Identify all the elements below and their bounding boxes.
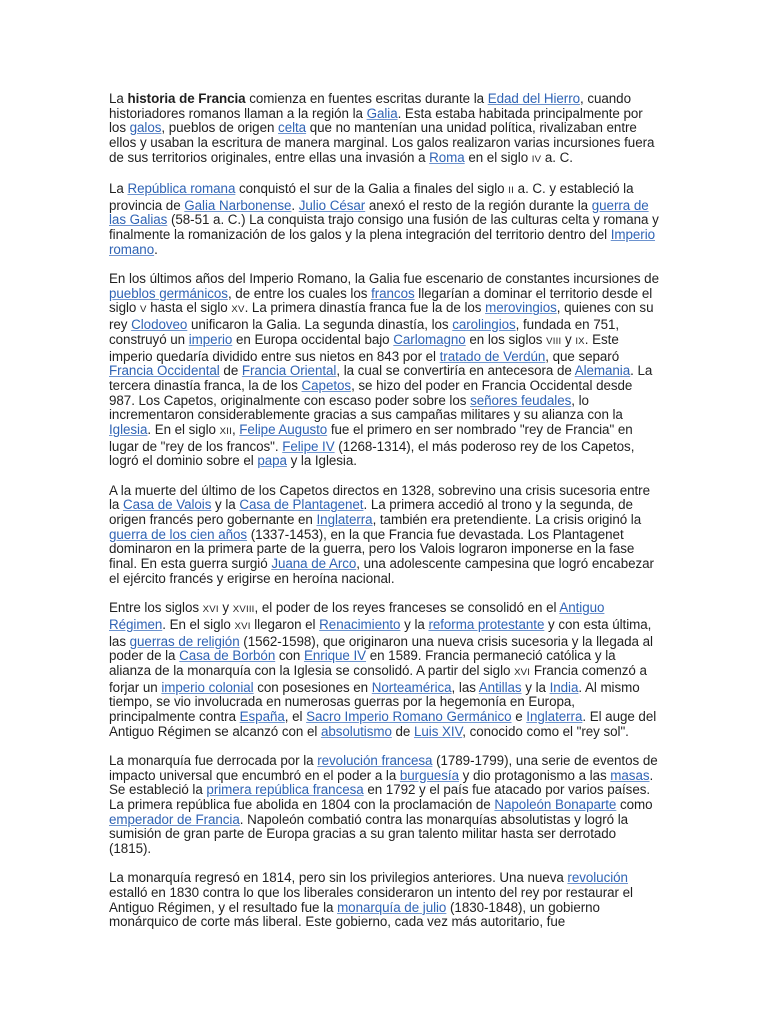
century-numeral: IV	[531, 153, 542, 165]
text-run: . Napoleón combatió contra las monarquías absolutistas y logró la sumisión de gran parte de Europa gracias a su gran talento militar hasta ser derrotado (1815).	[109, 811, 629, 857]
wiki-link[interactable]: galos	[129, 120, 162, 136]
text-run: , pueblos de origen	[161, 120, 279, 136]
wiki-link[interactable]: Galia Narbonense	[184, 197, 292, 213]
text-run: de	[391, 723, 414, 739]
text-run: e	[511, 709, 527, 725]
text-run: con posesiones en	[253, 679, 372, 695]
century-numeral: II	[508, 185, 514, 197]
text-run: (1830-1848), un gobierno monárquico de corte más liberal. Este gobierno, cada vez más autoritario, fue	[109, 899, 600, 930]
paragraph	[109, 272, 659, 469]
text-run: comienza en fuentes escritas durante la	[245, 91, 488, 106]
text-run: unificaron la Galia. La segunda dinastía, los	[187, 317, 453, 333]
text-run: . La primera accedió al trono y la segunda, de origen francés pero gobernante en	[109, 497, 633, 528]
text-run: y con esta última, las	[109, 616, 652, 649]
text-run: y la	[400, 616, 429, 632]
wiki-link[interactable]: guerras de religión	[129, 633, 240, 649]
text-run: hasta el siglo	[146, 300, 232, 316]
text-run: . Al mismo tiempo, se vio involucrada en numerosas guerras por la hegemonía en Europa, principalmente contra	[109, 679, 640, 725]
text-run: , de entre los cuales los	[227, 285, 372, 301]
paragraph	[109, 601, 659, 739]
text-run: y la	[211, 497, 240, 513]
wiki-link[interactable]: Francia Oriental	[241, 363, 337, 379]
text-run: A la muerte del último de los Capetos directos en 1328, sobrevino una crisis sucesoria entre la	[109, 482, 650, 513]
wiki-link[interactable]: Antillas	[478, 679, 522, 695]
wiki-link[interactable]: Casa de Borbón	[179, 648, 276, 664]
text-run: que no mantenían una unidad política, rivalizaban entre ellos y usaban la escritura de manera marginal. Los galos realizaron varias incursiones fuera de sus territorios originales, entre ellas una invasión a	[109, 120, 655, 165]
century-numeral: XVI	[234, 620, 251, 632]
century-numeral: XVIII	[232, 604, 255, 616]
text-run: En los últimos años del Imperio Romano, la Galia fue escenario de constantes incursiones de	[109, 271, 659, 287]
text-run: La	[109, 181, 128, 197]
text-run: y la	[521, 679, 550, 695]
wiki-link[interactable]: Luis XIV	[413, 723, 463, 739]
wiki-link[interactable]: Inglaterra	[526, 709, 583, 725]
text-run: en los siglos	[465, 331, 547, 347]
text-run: de	[219, 363, 242, 379]
wiki-link[interactable]: Juana de Arco	[271, 556, 357, 572]
text-run: estalló en 1830 contra lo que los liberales consideraron un intento del rey por restaurar el Antiguo Régimen, y el resultado fue la	[109, 885, 633, 915]
wiki-link[interactable]: primera república francesa	[206, 782, 364, 798]
century-numeral: VIII	[546, 335, 562, 347]
wiki-link[interactable]: India	[549, 679, 579, 695]
text-run: y dio protagonismo a las	[459, 767, 611, 783]
text-run: a. C.	[541, 149, 573, 165]
text-run: conquistó el sur de la Galia a finales del siglo	[235, 181, 509, 197]
text-run: Entre los siglos	[109, 600, 203, 616]
century-numeral: V	[139, 304, 147, 316]
text-run: en Europa occidental bajo	[232, 331, 394, 347]
text-run: como	[616, 797, 653, 813]
text-run: (1268-1314), el más poderoso rey de los Capetos, logró el dominio sobre el	[109, 438, 635, 469]
text-run: en el siglo	[464, 149, 532, 165]
text-run: .	[291, 197, 299, 213]
wiki-link[interactable]: revolución francesa	[317, 752, 433, 768]
wiki-link[interactable]: Casa de Plantagenet	[239, 497, 364, 513]
wiki-link[interactable]: revolución	[567, 870, 628, 886]
century-numeral: XVI	[514, 666, 531, 678]
text-run: llegaron el	[250, 616, 320, 632]
wiki-link[interactable]: Carlomagno	[393, 331, 466, 347]
wiki-link[interactable]: Antiguo Régimen	[109, 600, 605, 632]
text-run: Francia comenzó a forjar un	[109, 662, 647, 695]
wiki-link[interactable]: Felipe IV	[282, 438, 335, 454]
wiki-link[interactable]: Napoleón Bonaparte	[494, 797, 617, 813]
text-run: y	[561, 331, 576, 347]
text-run: La monarquía regresó en 1814, pero sin los privilegios anteriores. Una nueva	[109, 870, 568, 886]
text-run: . La primera dinastía franca fue la de los	[244, 300, 486, 316]
wiki-link[interactable]: emperador de Francia	[109, 811, 240, 827]
text-run: La monarquía fue derrocada por la	[109, 752, 318, 768]
century-numeral: XVI	[202, 604, 219, 616]
text-run: , las	[451, 679, 479, 695]
wiki-link[interactable]: Francia Occidental	[109, 363, 220, 379]
text-run: La	[109, 91, 128, 106]
century-numeral: XV	[231, 304, 245, 316]
wiki-link[interactable]: reforma protestante	[428, 616, 545, 632]
text-run: . Se estableció la	[109, 767, 654, 798]
text-run: , lo incrementaron considerablemente gracias a sus campañas militares y su alianza con la	[109, 392, 623, 423]
text-run: a. C. y estableció la provincia de	[109, 181, 634, 213]
wiki-link[interactable]: Norteamérica	[371, 679, 452, 695]
wiki-link[interactable]: Imperio romano	[109, 227, 656, 257]
wiki-link[interactable]: señores feudales	[470, 392, 572, 408]
text-run: (1562-1598), que originaron una nueva crisis sucesoria y la llegada al poder de la	[109, 633, 653, 664]
wiki-link[interactable]: Enrique IV	[304, 648, 367, 664]
text-run: con	[275, 648, 304, 664]
century-numeral: XII	[219, 426, 232, 438]
wiki-link[interactable]: España	[239, 709, 285, 725]
wiki-link[interactable]: masas	[610, 767, 650, 783]
text-run: . El auge del Antiguo Régimen se alcanzó con el	[109, 709, 657, 739]
text-run: , fundada en 751, construyó un	[109, 317, 620, 347]
text-run: . Este imperio quedaría dividido entre sus nietos en 843 por el	[109, 331, 619, 364]
wiki-link[interactable]: carolingios	[452, 317, 516, 333]
text-run: , el poder de los reyes franceses se consolidó en el	[254, 600, 560, 616]
text-run: , también era pretendiente. La crisis originó la	[372, 512, 642, 528]
text-run: llegarían a dominar el territorio desde el siglo	[109, 285, 653, 316]
wiki-link[interactable]: pueblos germánicos	[109, 285, 228, 301]
text-run: y la Iglesia.	[286, 453, 357, 469]
text-run: y	[218, 600, 233, 616]
text-run: , una adolescente campesina que logró encabezar el ejército francés y erigirse en heroína nacional.	[109, 556, 654, 586]
text-run: . En el siglo	[147, 422, 220, 438]
century-numeral: IX	[575, 335, 585, 347]
wiki-link[interactable]: Alemania	[574, 363, 631, 379]
paragraph	[109, 871, 659, 930]
wiki-link[interactable]: guerra de los cien años	[109, 526, 248, 542]
wiki-link[interactable]: guerra de las Galias	[109, 197, 649, 228]
text-run: .	[154, 241, 158, 257]
wiki-link[interactable]: Julio César	[298, 197, 366, 213]
bold-term: historia de Francia	[127, 91, 246, 106]
wiki-link[interactable]: tratado de Verdún	[439, 348, 546, 364]
wiki-link[interactable]: burguesía	[399, 767, 459, 783]
text-run: , cuando historiadores romanos llaman a la región la	[109, 91, 631, 121]
text-run: (1789-1799), una serie de eventos de impacto universal que encumbró en el poder a la	[109, 752, 658, 783]
text-run: (58-51 a. C.) La conquista trajo consigo una fusión de las culturas celta y romana y finalmente la romanización de los galos y la plena integración del territorio dentro del	[109, 212, 659, 243]
wiki-link[interactable]: imperio colonial	[161, 679, 254, 695]
wiki-link[interactable]: Clodoveo	[131, 317, 188, 333]
wiki-link[interactable]: francos	[371, 285, 415, 301]
wiki-link[interactable]: Inglaterra	[316, 512, 373, 528]
wiki-link[interactable]: celta	[278, 120, 307, 136]
text-run: . En el siglo	[162, 616, 235, 632]
wiki-link[interactable]: absolutismo	[320, 723, 392, 739]
wiki-link[interactable]: Renacimiento	[319, 616, 401, 632]
text-run: ,	[231, 422, 240, 438]
text-run: en 1792 y el país fue atacado por varios países. La primera república fue abolida en 1804 con la proclamación de	[109, 782, 651, 813]
paragraph	[109, 182, 659, 258]
wiki-link[interactable]: monarquía de julio	[337, 899, 447, 915]
text-run: , la cual se convertiría en antecesora de	[336, 363, 575, 379]
wiki-link[interactable]: Iglesia	[109, 422, 148, 438]
wiki-link[interactable]: merovingios	[485, 300, 557, 316]
paragraph	[109, 754, 659, 857]
text-run: . Esta estaba habitada principalmente por los	[109, 105, 643, 136]
text-run: , se hizo del poder en Francia Occidental desde 987. Los Capetos, originalmente con escaso poder sobre los	[109, 377, 633, 408]
text-run: , el	[284, 709, 307, 725]
wiki-link[interactable]: República romana	[127, 181, 236, 197]
wiki-link[interactable]: Casa de Valois	[123, 497, 212, 513]
wiki-link[interactable]: Capetos	[301, 377, 352, 393]
text-run: fue el primero en ser nombrado "rey de Francia" en lugar de "rey de los francos".	[109, 422, 633, 454]
article-body	[109, 92, 659, 945]
text-run: . La tercera dinastía franca, la de los	[109, 363, 653, 393]
wiki-link[interactable]: imperio	[188, 331, 233, 347]
wiki-link[interactable]: Edad del Hierro	[487, 91, 580, 106]
text-run: , quienes con su rey	[109, 300, 654, 333]
text-run: anexó el resto de la región durante la	[365, 197, 592, 213]
text-run: , que separó	[545, 348, 620, 364]
wiki-link[interactable]: Galia	[366, 105, 398, 121]
wiki-link[interactable]: Sacro Imperio Romano Germánico	[306, 709, 512, 725]
paragraph	[109, 92, 659, 168]
wiki-link[interactable]: Roma	[429, 149, 465, 165]
paragraph	[109, 484, 659, 587]
wiki-link[interactable]: Felipe Augusto	[239, 422, 328, 438]
text-run: en 1589. Francia permaneció católica y la alianza de la monarquía con la Iglesia se consolidó. A partir del siglo	[109, 648, 616, 678]
text-run: , conocido como el "rey sol".	[462, 723, 629, 739]
wiki-link[interactable]: papa	[257, 453, 287, 469]
text-run: (1337-1453), en la que Francia fue devastada. Los Plantagenet dominaron en la primera parte de la guerra, pero los Valois lograron imponerse en la fase final. En esta guerra surgió	[109, 526, 635, 572]
